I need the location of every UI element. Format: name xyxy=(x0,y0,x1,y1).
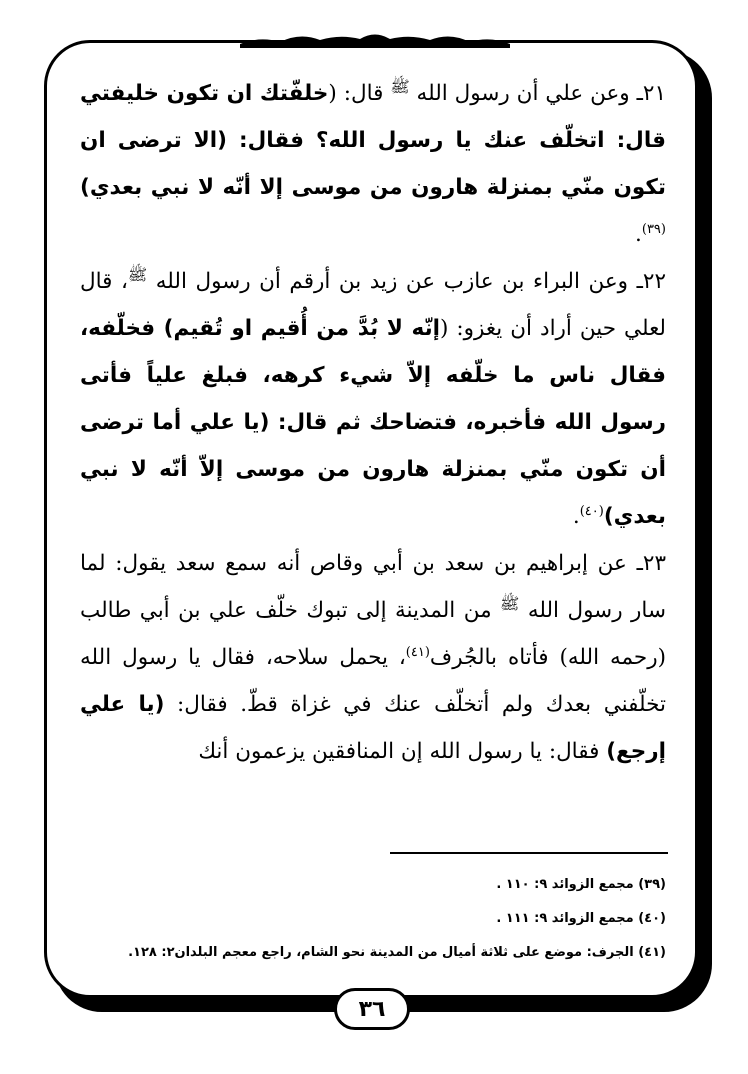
text-run: . xyxy=(572,504,580,529)
footnote-ref: (٤٠) xyxy=(579,503,604,519)
text-run: ٢١ـ وعن علي أن رسول الله xyxy=(409,81,666,106)
footnote: (٤٠) مجمع الزوائد ٩: ١١١ . xyxy=(496,911,666,926)
text-run: فقال: يا رسول الله إن المنافقين يزعمون أنك xyxy=(198,739,607,764)
footnotes xyxy=(80,868,666,970)
bold-quote: (يا علي إرجع) xyxy=(80,692,666,764)
bold-quote: إنّه لا بُدَّ من أُقيم او تُقيم) فخلّفه، فقال ناس ما خلّفه إلاّ شيء كرهه، فبلغ علياً فأتى رسول الله فأخبره، فتضاحك ثم قال: (يا علي أما ترضى أن تكون منّي بمنزلة هارون من موسى إلاّ أنّه لا نبي بعدي) xyxy=(80,316,666,529)
text-run: . xyxy=(635,222,642,247)
text-run: ٢٣ـ عن إبراهيم بن سعد بن أبي وقاص أنه سمع سعد يقول: لما سار رسول الله xyxy=(80,551,666,623)
footnote: (٣٩) مجمع الزوائد ٩: ١١٠ . xyxy=(496,877,666,892)
text-run: من المدينة إلى تبوك خلّف علي بن أبي طالب (رحمه الله) فأتاه بالجُرف xyxy=(80,598,666,670)
salawat-symbol: ﷺ xyxy=(127,264,148,284)
hadith-paragraph xyxy=(80,258,666,540)
footnote-divider xyxy=(390,852,668,854)
footnote-ref: (٣٩) xyxy=(641,221,666,237)
bold-quote: خلفّتك ان تكون خليفتي xyxy=(80,81,329,106)
text-run: ، يحمل سلاحه، فقال يا رسول الله تخلّفني بعدك ولم أتخلّف عنك في غزاة قطّ. فقال: xyxy=(80,645,666,717)
salawat-symbol: ﷺ xyxy=(500,593,520,613)
text-run: قال: ( xyxy=(328,81,391,106)
text-run: ٢٢ـ وعن البراء بن عازب عن زيد بن أرقم أن رسول الله xyxy=(147,269,666,294)
hadith-paragraph xyxy=(80,540,666,775)
hadith-paragraph xyxy=(80,70,666,258)
main-text xyxy=(80,70,666,775)
footnote-ref: (٤١) xyxy=(405,644,430,660)
salawat-symbol: ﷺ xyxy=(390,76,410,96)
page-number: ٣٦ xyxy=(334,988,410,1030)
top-ornament-icon xyxy=(240,30,510,52)
text-run: ، قال لعلي حين أراد أن يغزو: ( xyxy=(80,269,666,341)
footnote: (٤١) الجرف: موضع على ثلاثة أميال من المدينة نحو الشام، راجع معجم البلدان٢: ١٢٨. xyxy=(128,945,666,960)
bold-quote: قال: اتخلّف عنك يا رسول الله؟ فقال: (الا ترضى ان تكون منّي بمنزلة هارون من موسى إلا أنّه لا نبي بعدي) xyxy=(80,128,666,200)
